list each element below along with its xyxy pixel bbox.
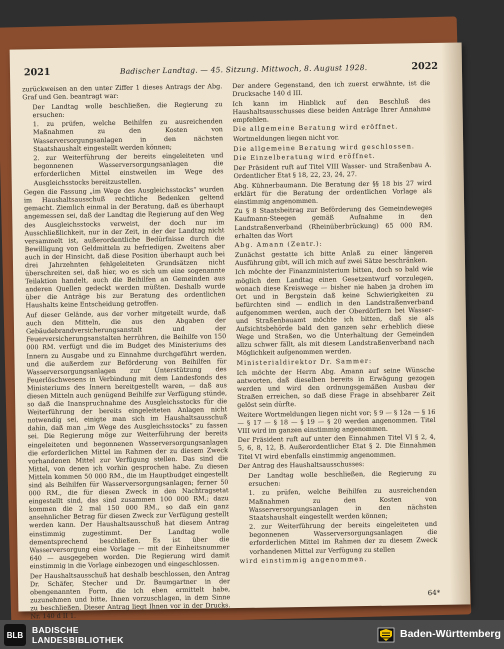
signature-mark: 64* — [427, 588, 441, 598]
right-paragraph: 1. zu prüfen, welche Beihilfen zu ausreichenden Maßnahmen zu den Kosten von Wasserversorgungsanlagen in den nächsten Staatshaushalt eingestellt werden können; — [248, 486, 437, 522]
speaker-heading: Ministerialdirektor Dr. Sammer: — [236, 356, 373, 368]
right-paragraph: Der andere Gegenstand, den ich zuerst erwähnte, ist die Drucksache 140 d III. — [232, 78, 431, 99]
right-paragraph: wird einstimmig angenommen. — [239, 555, 368, 566]
page-header — [24, 61, 438, 82]
footer-bar — [0, 620, 504, 649]
left-paragraph: Der Haushaltsausschuß hat deshalb beschlossen, den Antrag Dr. Schäfer, Stecher und Dr. Baumgartner in der obengenannten Form, die ich eben ermittelt habe, zuzunehmen und bitte, Ihnen vorzuschlagen, in dem Sinne zu beschließen. Dieser Antrag liegt Ihnen vor in der Drucks. Nr. 140 d II 1. — [29, 568, 231, 621]
right-paragraph: Der Antrag des Haushaltsausschusses: — [238, 460, 365, 471]
region-name[interactable]: Baden-Württemberg — [400, 628, 501, 640]
right-paragraph: Der Landtag wolle beschließen, die Regierung zu ersuchen: — [248, 468, 437, 488]
scanned-page — [10, 42, 471, 621]
page-spine-shadow — [442, 42, 471, 604]
right-paragraph: Zu § 8 Staatsbeitrag zur Beförderung des Gemeindeweges Kaufmann-Steegen gemäß Aufnahme in den Landstraßenverband (Rheinüberbrückung) 65 000 RM. erhalten das Wort — [234, 204, 433, 240]
right-paragraph: Wortmeldungen liegen nicht vor. — [232, 133, 340, 144]
right-paragraph: Der Präsident ruft auf Titel VIII Wasser- und Straßenbau A. Ordentlicher Etat § 18, 22, 23, 24, 27. — [233, 160, 432, 181]
right-paragraph: Ich möchte der Finanzministerium bitten, doch so bald wie möglich dem Landtag einen Gesetzentwurf vorzulegen, wonach diese Kreiswege — bisher nie haben ja drohen im Ort und in Bergstein daß keine Schwierigkeiten zu befürchten sind — endlich in den Landstraßenverband aufgenommen werden, auch der Oberdörflern bei Wasser- und Straßenbauamt möchte ich bitten, daß sie als Aufsichtsbehörde bald den ganzen sehr erheblich diese Wege und Straßen, wo die Unterhaltung der Gemeinden allzu schwer fällt, als mit diesem Landstraßenverband nach Möglichkeit aufgenommen werden. — [235, 265, 435, 358]
right-paragraph: Weitere Wortmeldungen liegen nicht vor; § 9 — § 12a — § 16 — § 17 — § 18 — § 19 — § 20 werden angenommen. Titel VIII wird im ganzen einstimmig angenommen. — [237, 407, 436, 435]
blb-logo[interactable]: BLB — [4, 624, 26, 646]
speaker-heading: Abg. Amann (Zentr.): — [234, 239, 323, 250]
right-paragraph: Abg. Kühnerbaumann. Die Beratung der §§ 18 bis 27 wird erklärt für die Beratung der ordentlichen Vorlage als einstimmig angenommen. — [233, 178, 432, 206]
left-paragraph: Der Landtag wolle beschließen, die Regierung zu ersuchen: — [32, 99, 223, 120]
right-paragraph: Ich möchte der Herrn Abg. Amann auf seine Wünsche antworten, daß dieselben bereits in Erwägung gezogen werden und wird den ordnungsgemäßen Ausbau der Straßen erreichen, so daß diese Frage in absehbarer Zeit gelöst sein dürfte. — [236, 365, 436, 410]
right-paragraph: 2. zur Weiterführung der bereits eingeleiteten und begonnenen Wasserversorgungsanlagen die erforderlichen Mittel im Rahmen der zu diesem Zweck vorhandenen Mittel zur Verfügung zu stellen — [249, 520, 438, 556]
right-paragraph: Zunächst gestatte ich bitte Anlaß zu einer längeren Ausführung gibt, will ich mich auf zwei Sätze beschränken. — [234, 247, 433, 267]
left-paragraph: zurückweisen an den unter Ziffer 1 dieses Antrags der Abg. Graf und Gen. beantragt war: — [22, 82, 223, 102]
right-column — [232, 79, 438, 567]
library-name-line1: BADISCHE — [32, 625, 79, 635]
right-paragraph: Die allgemeine Beratung wird eröffnet. — [232, 122, 399, 134]
running-title: Badischer Landtag. — 45. Sitzung. Mittwoch, 8. August 1928. — [119, 62, 368, 76]
library-name-line2: LANDESBIBLIOTHEK — [32, 635, 124, 645]
right-paragraph: Die allgemeine Beratung wird geschlossen. — [233, 141, 416, 153]
page-number-left: 2021 — [23, 66, 51, 79]
right-paragraph: Die Einzelberatung wird eröffnet. — [233, 152, 376, 163]
left-paragraph: 1. zu prüfen, welche Beihilfen zu ausreichenden Maßnahmen zu den Kosten von Wasserversorgungsanlagen in den nächsten Staatshaushalt eingestellt werden können; — [32, 117, 224, 153]
library-name[interactable] — [32, 625, 124, 645]
left-paragraph: Auf dieser Gelände, aus der vorher mitgeteilt wurde, daß auch den Mitteln, die aus den Abgaben der Gebäudebrandversicherungsanstalt und der Feuerversicherungsanstalten herrühren, die Beihilfe von 150 000 RM. verfügt und die im Budget des Ministeriums des Innern zu Ausgabe und zu Einnahme durchgeführt werden, und die außerdem zur Beförderung von Beihilfen für Wasserversorgungsanlagen zur Unterstützung des Feuerlöschwesens in Verbindung mit dem Landesfonds des Ministeriums des Innern bereitgestellt waren, — daß aus diesen Mitteln auch genügend Beihilfe zur Verfügung stünde, so daß die Inanspruchnahme des Ausgleichsstocks für die Weiterführung der bereits eingeleiteten Anlagen nicht notwendig sei, einigte man sich im Haushaltsausschuß dahin, daß man „im Wege des Ausgleichsstocks“ zu fassen sei. Die Regierung möge zur Weiterführung der bereits eingeleiteten und begonnenen Wasserversorgungsanlagen die erforderlichen Mittel im Rahmen der zu diesem Zweck vorhandenen Mittel zur Verfügung stellen. Das sind die Mittel, von denen ich vorhin gesprochen habe. Zu diesen Mitteln kommen 50 000 RM., die im Hauptbudget eingestellt sind als Beihilfen für Wasserversorgungsanlagen; ferner 50 000 RM., die für diesen Zweck in den Nachtragsetat eingestellt sind, das sind zusammen 100 000 RM.; dazu kommen die 2 mal 150 000 RM., so daß ein ganz ansehnlicher Betrag für diesen Zweck zur Verfügung gestellt werden kann. Der Haushaltsausschuß hat diesem Antrag einstimmig zugestimmt. Der Landtag wolle dementsprechend beschließen. Es ist über die Wasserversorgung eine Vorlage — mit der Einheitsnummer 640 — ausgegeben worden. Die Regierung wird damit einstimmig in die Vorlage einbezogen und eingeschlossen. — [25, 308, 230, 571]
left-paragraph: 2. zur Weiterführung der bereits eingeleiteten und begonnenen Wasserversorgungsanlagen die erforderlichen Mittel einstweilen im Wege des Ausgleichsstocks bereitzustellen. — [33, 151, 224, 187]
coat-of-arms-icon — [377, 626, 395, 644]
right-paragraph: Ich kann im Hinblick auf den Beschluß des Haushaltsausschusses diese beiden Anträge Ihrer Annahme empfehlen. — [232, 96, 431, 124]
page-number-right: 2022 — [411, 60, 439, 73]
right-paragraph: Der Präsident ruft auf unter den Einnahmen Titel VI § 2, 4, 5, 6, 8, 12, B. Außerordentlicher Etat § 2. Die Einnahmen Titel VI wird ebenfalls einstimmig angenommen. — [237, 433, 436, 461]
left-column — [22, 82, 230, 622]
left-paragraph: Gegen die Fassung „im Wege des Ausgleichsstocks“ wurden im Haushaltsausschuß rechtliche Bedenken geltend gemacht. Ziemlich einmal in der Beratung, daß es überhaupt angemessen sei, daß der Landtag die Regierung auf den Weg des Ausgleichsstocks verweist, der doch nur im Ausschließlichkeit, nur in der Zeit, in der der Landtag nicht versammelt ist, außerordentliche Bedürfnisse durch die Bewilligung von Geldmitteln zu befriedigen. Zweitens aber auch in der Hinsicht, daß diese Position überhaupt auch bei drei Jahrzehnten fehlgeleiteten Grundsätzen nicht überschreiten sei, daß hier, wo es sich um eine sogenannte Teilaktion handelt, auch die Beihilfen an Gemeinden aus anderen Quellen gedeckt werden müßten. Deshalb wurde über die Anträge bis zur Beratung des ordentlichen Haushalts keine Entscheidung getroffen. — [23, 185, 226, 310]
